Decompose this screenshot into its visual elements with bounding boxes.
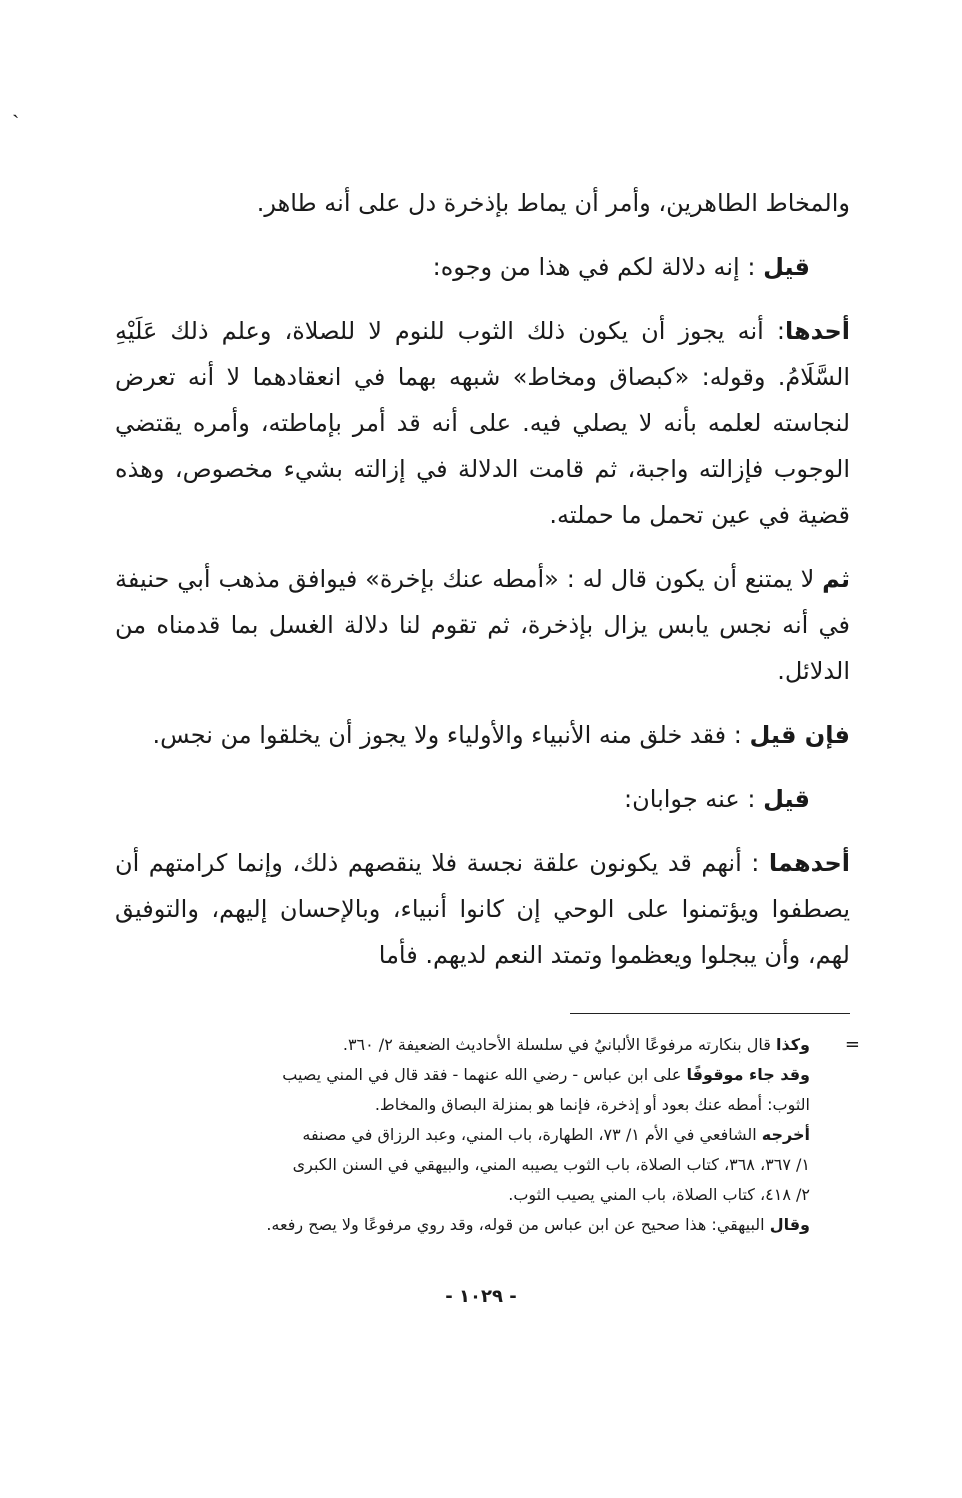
main-text (115, 180, 850, 996)
paragraph (115, 244, 850, 290)
paragraph-lead: ثم (822, 565, 850, 593)
footnote-text: على ابن عباس - رضي الله عنهما - فقد قال في المني يصيب (282, 1065, 687, 1084)
paragraph-text: : إنه دلالة لكم في هذا من وجوه: (432, 253, 764, 281)
footnote-lead: أخرجه (761, 1125, 810, 1144)
paragraph-text: : فقد خلق منه الأنبياء والأولياء ولا يجوز أن يخلقوا من نجس. (152, 721, 750, 749)
footnotes (105, 1030, 860, 1240)
paragraph (115, 556, 850, 694)
footnote-line (105, 1180, 850, 1210)
paragraph (115, 180, 850, 226)
footnote-text: ١/ ٣٦٧، ٣٦٨، كتاب الصلاة، باب الثوب يصيبه المني، والبيهقي في السنن الكبرى (292, 1155, 810, 1174)
footnote-lead: وقد جاء موقوفًا (686, 1065, 810, 1084)
paragraph-text: والمخاط الطاهرين، وأمر أن يماط بإذخرة دل على أنه طاهر. (256, 189, 850, 217)
paragraph-text: : أنهم قد يكونون علقة نجسة فلا ينقصهم ذلك، وإنما كرامتهم أن يصطفوا ويؤتمنوا على الوحي إن كانوا أنبياء، وبالإحسان إليهم، والتوفيق لهم، وأن يبجلوا ويعظموا وتمتد النعم لديهم. فأما (115, 849, 850, 969)
footnote-line (105, 1060, 850, 1090)
paragraph-text: لا يمتنع أن يكون قال له : «أمطه عنك بإخرة» فيوافق مذهب أبي حنيفة في أنه نجس يابس يزال بإذخرة، ثم تقوم لنا دلالة الغسل بما قدمناه من الدلائل. (115, 565, 850, 685)
footnote-lead: وقال (769, 1215, 810, 1234)
footnote-line (105, 1090, 850, 1120)
paragraph-text: : أنه يجوز أن يكون ذلك الثوب للنوم لا للصلاة، وعلم ذلك عَلَيْهِ السَّلَامُ. وقوله: «كبصاق ومخاط» شبهه بهما في انعقادهما لا أنه تعرض لنجاسته لعلمه بأنه لا يصلي فيه. على أنه قد أمر بإماطته، وأمره يقتضي الوجوب فإزالته واجبة، ثم قامت الدلالة في إزالته بشيء مخصوص، وهذه قضية في عين تحمل ما حملته. (115, 317, 850, 529)
paragraph-lead: أحدها (784, 317, 850, 345)
paragraph-lead: فإن قيل (749, 721, 850, 749)
footnote-text: الثوب: أمطه عنك بعود أو إذخرة، فإنما هو بمنزلة البصاق والمخاط. (374, 1095, 810, 1114)
footnote-text: البيهقي: هذا صحيح عن ابن عباس من قوله، وقد روي مرفوعًا ولا يصح رفعه. (266, 1215, 770, 1234)
paragraph-lead: قيل (763, 253, 810, 281)
corner-mark: ˎ (12, 94, 20, 119)
paragraph (115, 308, 850, 538)
footnote-line (105, 1120, 850, 1150)
footnote-text: قال بنكارته مرفوعًا الألبانيُ في سلسلة الأحاديث الضعيفة ٢/ ٣٦٠. (342, 1035, 777, 1054)
paragraph-lead: قيل (763, 785, 810, 813)
footnote-continuation-mark: = (844, 1034, 860, 1055)
footnote-line (105, 1030, 850, 1060)
footnote-lead: وكذا (776, 1035, 810, 1054)
paragraph (115, 712, 850, 758)
footnote-divider (570, 1013, 850, 1014)
page-number: - ١٠٢٩ - (445, 1286, 517, 1307)
footnote-text: الشافعي في الأم ١/ ٧٣، الطهارة، باب المني، وعبد الرزاق في مصنفه (302, 1125, 762, 1144)
paragraph (115, 776, 850, 822)
paragraph-lead: أحدهما (768, 849, 850, 877)
footnote-line (105, 1150, 850, 1180)
footnote-text: ٢/ ٤١٨، كتاب الصلاة، باب المني يصيب الثوب. (508, 1185, 810, 1204)
paragraph-text: : عنه جوابان: (624, 785, 764, 813)
paragraph (115, 840, 850, 978)
footnote-line (105, 1210, 850, 1240)
